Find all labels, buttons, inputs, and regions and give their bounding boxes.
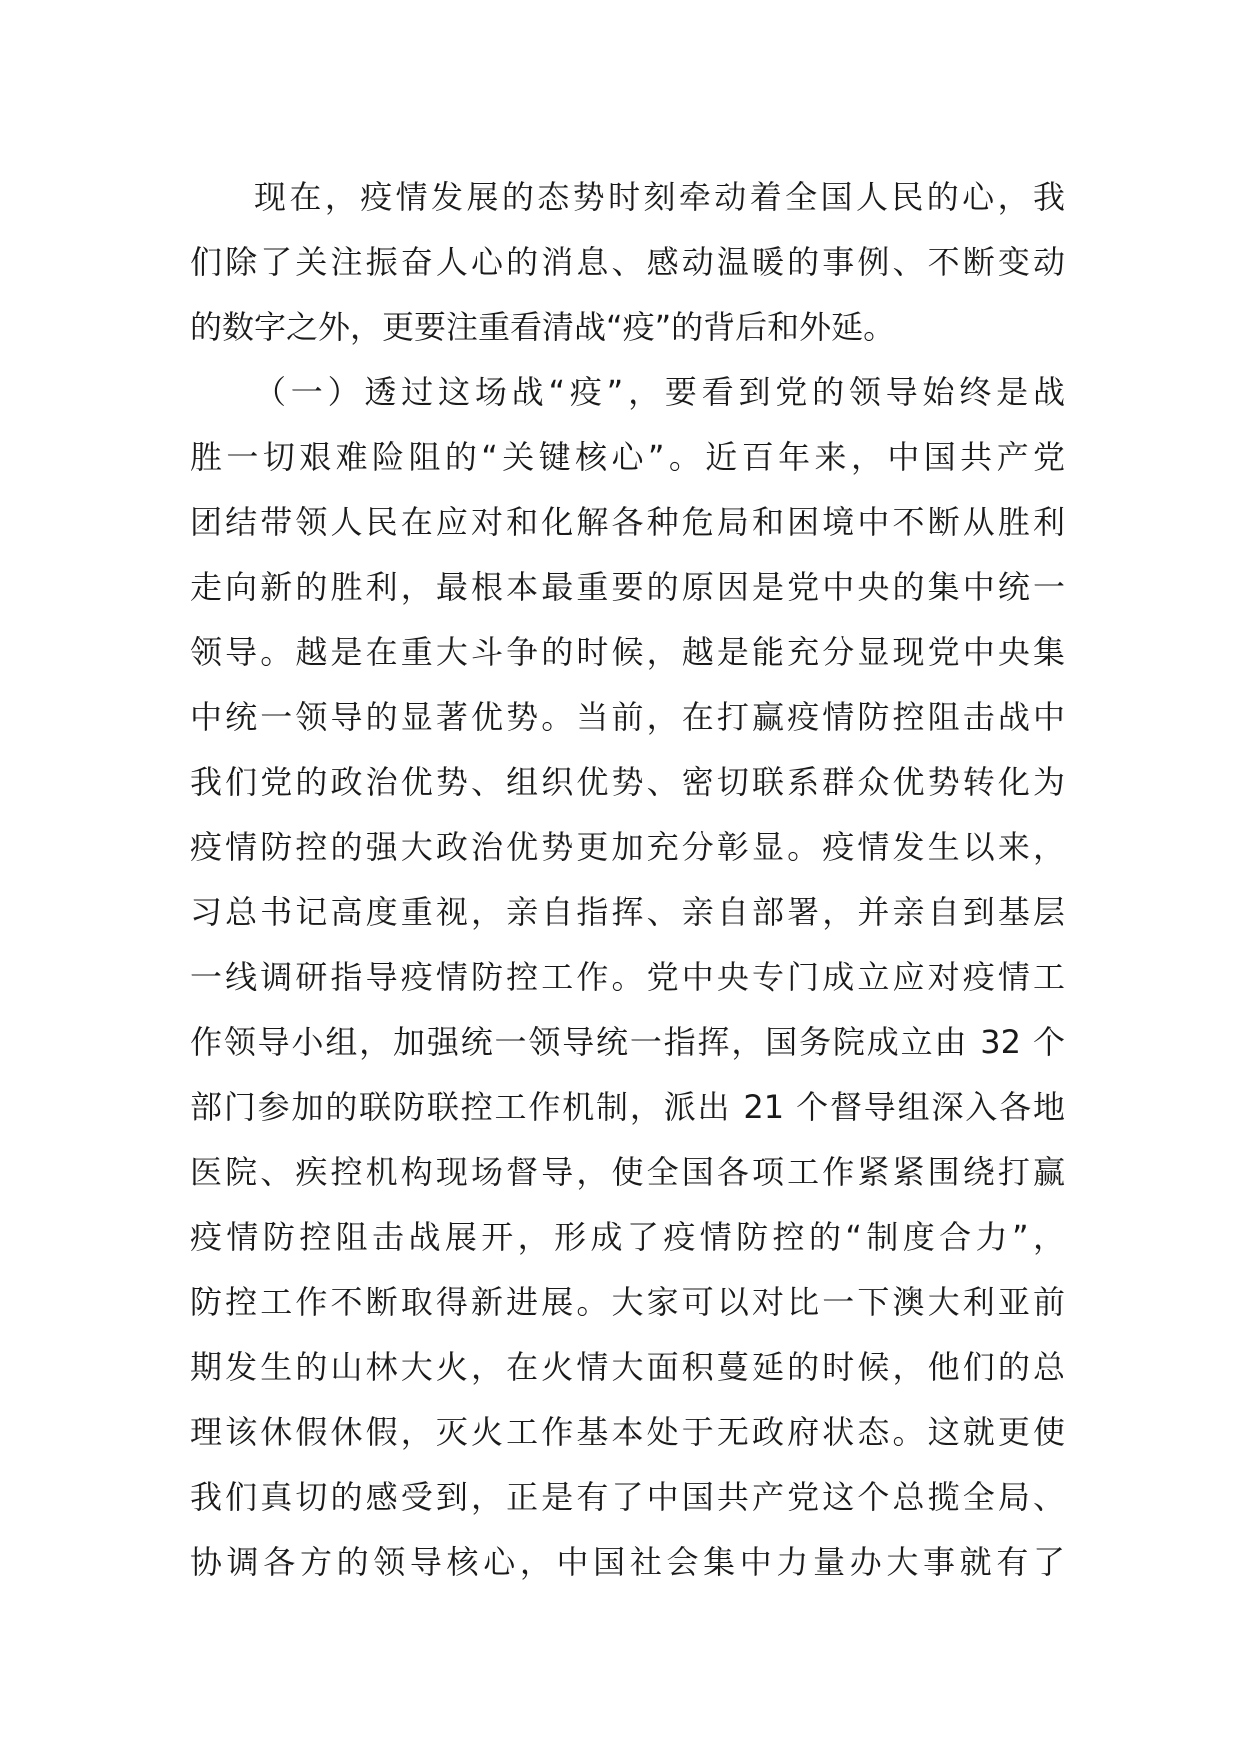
text-line: 胜一切艰难险阻的“关键核心”。近百年来，中国共产党 [190,438,1065,476]
text-line: 作领导小组，加强统一领导统一指挥，国务院成立由 32 个 [190,1023,1065,1061]
text-line: 的数字之外，更要注重看清战“疫”的背后和外延。 [190,308,896,346]
text-line: 理该休假休假，灭火工作基本处于无政府状态。这就更使 [190,1413,1065,1451]
text-line [190,1595,1065,1660]
text-line: 防控工作不断取得新进展。大家可以对比一下澳大利亚前 [190,1283,1065,1321]
text-line: 部门参加的联防联控工作机制，派出 21 个督导组深入各地 [190,1088,1065,1126]
text-line: 疫情防控阻击战展开，形成了疫情防控的“制度合力”， [190,1218,1065,1256]
text-line: 一线调研指导疫情防控工作。党中央专门成立应对疫情工 [190,958,1065,996]
text-line: 团结带领人民在应对和化解各种危局和困境中不断从胜利 [190,503,1065,541]
text-line: 习总书记高度重视，亲自指挥、亲自部署，并亲自到基层 [190,893,1065,931]
text-line: 协调各方的领导核心，中国社会集中力量办大事就有了 [190,1543,1065,1581]
paragraph-intro [190,165,1065,360]
text-line: 领导。越是在重大斗争的时候，越是能充分显现党中央集 [190,633,1065,671]
text-line: 现在，疫情发展的态势时刻牵动着全国人民的心，我 [254,178,1065,216]
text-line: 走向新的胜利，最根本最重要的原因是党中央的集中统一 [190,568,1065,606]
text-line: 我们党的政治优势、组织优势、密切联系群众优势转化为 [190,763,1065,801]
text-line: 医院、疾控机构现场督导，使全国各项工作紧紧围绕打赢 [190,1153,1065,1191]
text-line: 中统一领导的显著优势。当前，在打赢疫情防控阻击战中 [190,698,1065,736]
paragraph-section-one [190,360,1065,1660]
body-text [190,165,1065,1660]
text-line: 我们真切的感受到，正是有了中国共产党这个总揽全局、 [190,1478,1065,1516]
text-line: （一）透过这场战“疫”，要看到党的领导始终是战 [254,373,1065,411]
text-line: 期发生的山林大火，在火情大面积蔓延的时候，他们的总 [190,1348,1065,1386]
text-line: 疫情防控的强大政治优势更加充分彰显。疫情发生以来， [190,828,1065,866]
text-line: 们除了关注振奋人心的消息、感动温暖的事例、不断变动 [190,243,1065,281]
